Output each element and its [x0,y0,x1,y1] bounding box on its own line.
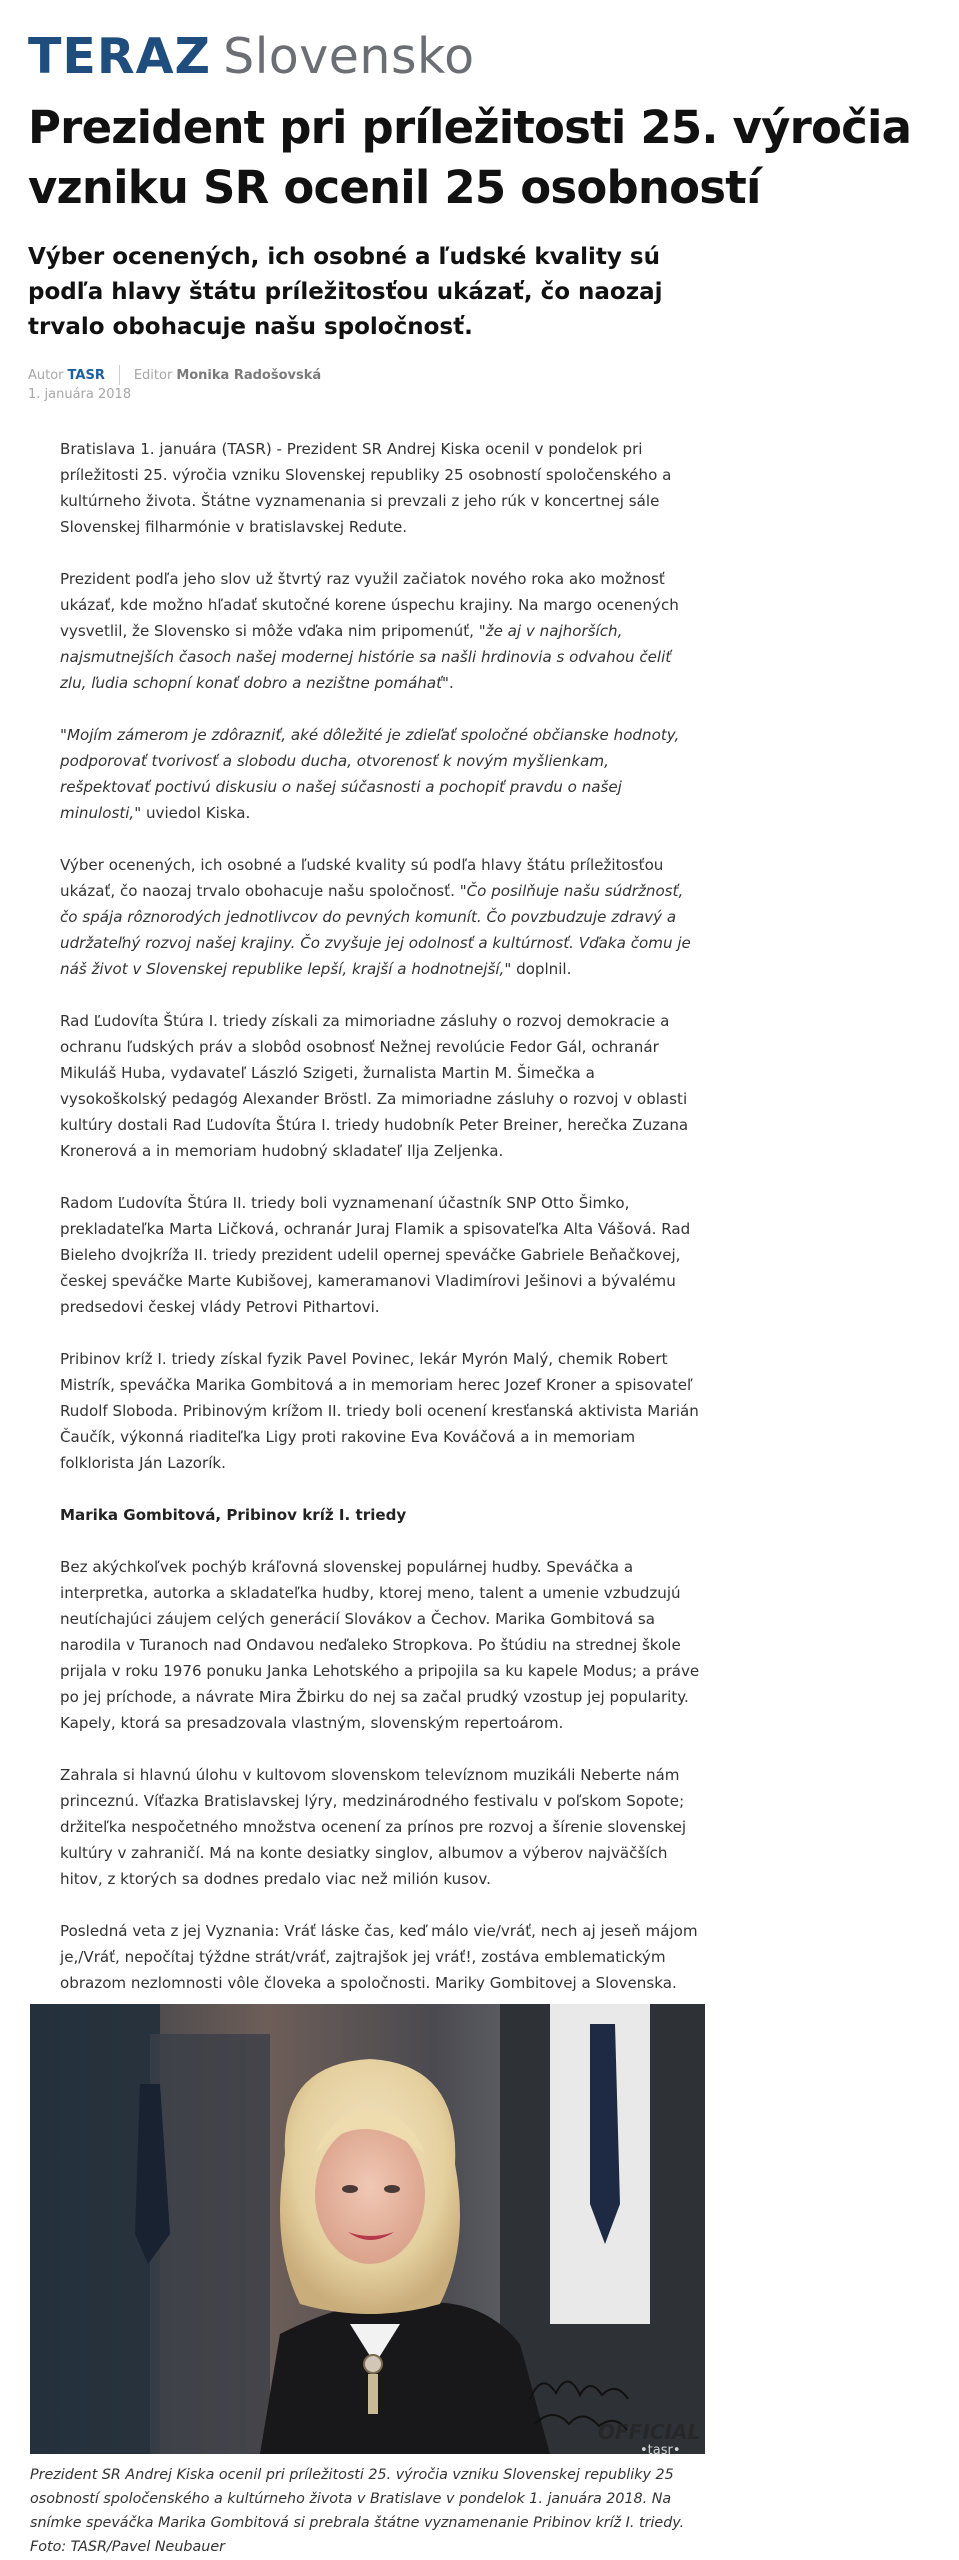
article-photo[interactable] [30,2004,705,2454]
paragraph: Rad Ľudovíta Štúra I. triedy získali za mimoriadne zásluhy o rozvoj demokracie a ochranu ľudských práv a slobôd osobnosť Nežnej revolúcie Fedor Gál, ochranár Mikuláš Huba, vydavateľ László Szigeti, žurnalista Martin M. Šimečka a vysokoškolský pedagóg Alexander Bröstl. Za mimoriadne zásluhy o rozvoj v oblasti kultúry dostali Rad Ľudovíta Štúra I. triedy hudobník Peter Breiner, herečka Zuzana Kronerová a in memoriam hudobný skladateľ Ilja Zeljenka. [60,1012,689,1160]
text-span: uviedol Kiska. [141,804,251,822]
quote: "Mojím zámerom je zdôrazniť, aké dôležité je zdieľať spoločné občianske hodnoty, podporovať tvorivosť a slobodu ducha, otvorenosť k novým myšlienkam, rešpektovať poctivú diskusiu o našej súčasnosti a pochopiť pravdu o našej minulosti," [60,726,680,822]
caption-text: Prezident SR Andrej Kiska ocenil pri príležitosti 25. výročia vzniku Slovenskej republiky 25 osobností spoločenského a kultúrneho života v Bratislave v pondelok 1. januára 2018. Na snímke speváčka Marika Gombitová si prebrala štátne vyznamenanie Pribinov kríž I. triedy. [30,2467,685,2531]
quote: "Čo posilňuje našu súdržnosť, čo spája rôznorodých jednotlivcov do pevných komunít. Čo povzbudzuje zdravý a udržateľný rozvoj našej krajiny. Čo zvyšuje jej odolnosť a kultúrnosť. Vďaka čomu je náš život v Slovenskej republike lepší, krajší a hodnotnejší," [60,882,691,978]
editor-name: Monika Radošovská [176,367,322,383]
text-span: doplnil. [511,960,572,978]
article-meta [28,365,321,385]
editor-label: Editor [133,367,173,383]
logo-slovensko: Slovensko [223,28,475,85]
text-span: . [449,674,454,692]
paragraph: Posledná veta z jej Vyznania: Vráť láske čas, keď málo vie/vráť, nech aj jeseň májom je,/Vráť, nepočítaj týždne strát/vráť, zajtrajšok jej vráť!, zostáva emblematickým obrazom nezlomnosti vôle človeka a spoločnosti. Mariky Gombitovej a Slovenska. [60,1922,698,1992]
text-span: Výber ocenených, ich osobné a ľudské kvality sú podľa hlavy štátu príležitosťou ukázať, čo naozaj trvalo obohacuje našu spoločnosť. [60,856,664,900]
article-date: 1. januára 2018 [28,387,132,402]
paragraph: Radom Ľudovíta Štúra II. triedy boli vyznamenaní účastník SNP Otto Šimko, prekladateľka Marta Ličková, ochranár Juraj Flamik a spisovateľka Alta Vášová. Rad Bieleho dvojkríža II. triedy prezident udelil opernej speváčke Gabriele Beňačkovej, českej speváčke Marte Kubišovej, kameramanovi Vladimírovi Ješinovi a bývalému predsedovi českej vlády Petrovi Pithartovi. [60,1194,691,1316]
quote: "že aj v najhorších, najsmutnejších časoch našej modernej histórie sa našli hrdinovia s odvahou čeliť zlu, ľudia schopní konať dobro a nezištne pomáhať" [60,622,672,692]
article-subheading: Marika Gombitová, Pribinov kríž I. triedy [60,1506,407,1524]
site-logo[interactable] [28,28,475,88]
photo-credit: Foto: TASR/Pavel Neubauer [30,2539,225,2555]
article-body [60,436,700,2126]
paragraph: Bratislava 1. januára (TASR) - Prezident SR Andrej Kiska ocenil v pondelok pri príležitosti 25. výročia vzniku Slovenskej republiky 25 osobností spoločenského a kultúrneho života. Štátne vyznamenania si prevzali z jeho rúk v koncertnej sále Slovenskej filharmónie v bratislavskej Redute. [60,440,672,536]
photo-caption [30,2463,720,2559]
text-span: Prezident podľa jeho slov už štvrtý raz využil začiatok nového roka ako možnosť ukázať, kde možno hľadať skutočné korene úspechu krajiny. Na margo ocenených vysvetlil, že Slovensko si môže vďaka nim pripomenúť, [60,570,679,640]
photo-watermark-official: OFFICIAL [598,2420,701,2444]
photo-watermark-tasr: •tasr• [640,2443,681,2454]
logo-teraz: TERAZ [28,28,212,85]
paragraph: Pribinov kríž I. triedy získal fyzik Pavel Povinec, lekár Myrón Malý, chemik Robert Mistrík, speváčka Marika Gombitová a in memoriam herec Jozef Kroner a spisovateľ Rudolf Sloboda. Pribinovým krížom II. triedy boli ocenení kresťanská aktivista Marián Čaučík, výkonná riaditeľka Ligy proti rakovine Eva Kováčová a in memoriam folklorista Ján Lazorík. [60,1350,699,1472]
author-label: Autor [28,367,64,383]
paragraph [60,852,700,982]
paragraph: Bez akýchkoľvek pochýb kráľovná slovenskej populárnej hudby. Speváčka a interpretka, autorka a skladateľka hudby, ktorej meno, talent a umenie vzbudzujú neutíchajúci záujem celých generácií Slovákov a Čechov. Marika Gombitová sa narodila v Turanoch nad Ondavou neďaleko Stropkova. Po štúdiu na strednej škole prijala v roku 1976 ponuku Janka Lehotského a pripojila sa ku kapele Modus; a práve po jej príchode, a návrate Mira Žbirku do nej sa začal prudký vzostup jej popularity. Kapely, ktorá sa presadzovala vlastným, slovenským repertoárom. [60,1558,700,1732]
meta-divider [119,365,120,385]
paragraph [60,722,700,826]
paragraph [60,566,700,696]
article-title: Prezident pri príležitosti 25. výročia vzniku SR ocenil 25 osobností [28,101,912,214]
paragraph: Zahrala si hlavnú úlohu v kultovom slovenskom televíznom muzikáli Neberte nám princeznú. Víťazka Bratislavskej lýry, medzinárodného festivalu v poľskom Sopote; držiteľka nespočetného množstva ocenení za prínos pre rozvoj a šírenie slovenskej kultúry v zahraničí. Má na konte desiatky singlov, albumov a výberov najväčších hitov, z ktorých sa dodnes predalo viac než milión kusov. [60,1766,687,1888]
photo-illustration [30,2004,705,2454]
article-lead: Výber ocenených, ich osobné a ľudské kvality sú podľa hlavy štátu príležitosťou ukázať, čo naozaj trvalo obohacuje našu spoločnosť. [28,244,663,340]
author-link[interactable]: TASR [67,367,105,383]
